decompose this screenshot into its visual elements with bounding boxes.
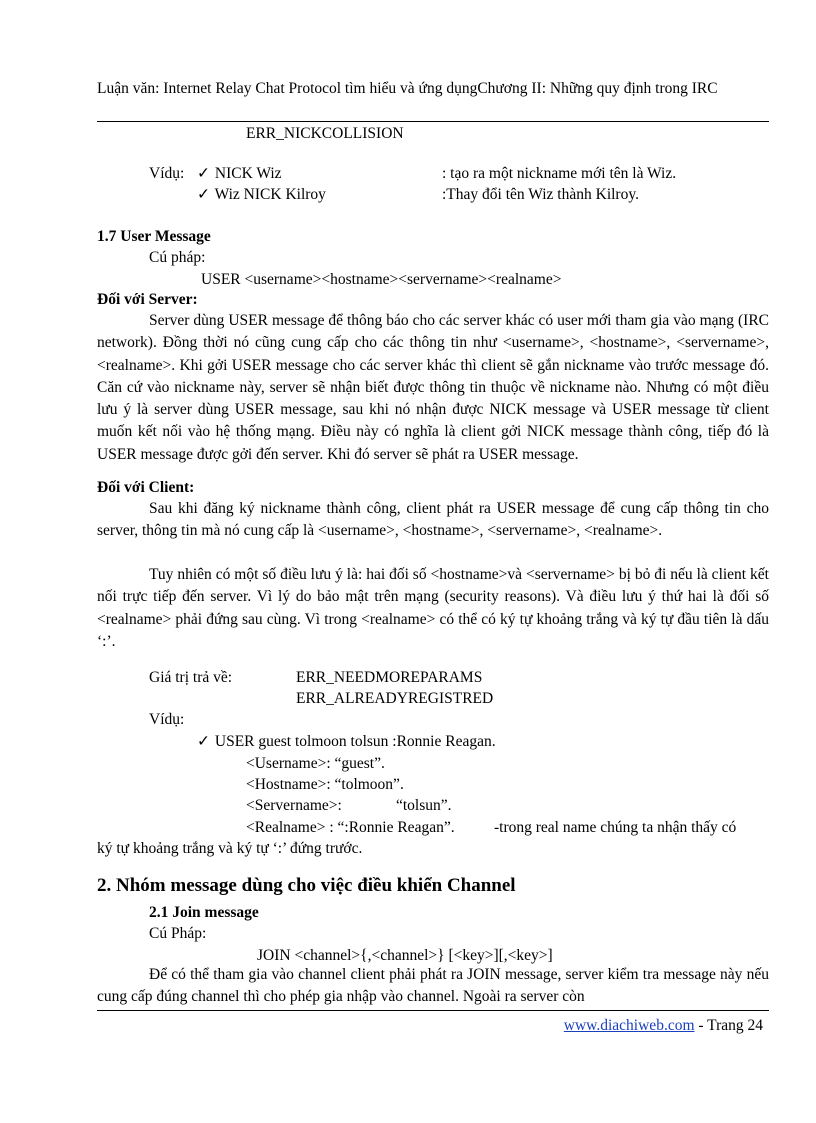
example-servername-value: “tolsun”. bbox=[396, 797, 452, 814]
page-number: Trang 24 bbox=[707, 1017, 763, 1034]
example-label-2: Vídụ: bbox=[149, 711, 185, 728]
example-note-continuation: ký tự khoảng trắng và ký tự ‘:’ đứng trước. bbox=[97, 840, 363, 857]
example-label: Vídụ: bbox=[149, 165, 185, 182]
join-syntax-label: Cú Pháp: bbox=[149, 925, 207, 942]
server-heading: Đối với Server: bbox=[97, 291, 198, 308]
example-1-command: NICK Wiz bbox=[214, 165, 282, 182]
syntax-label: Cú pháp: bbox=[149, 249, 206, 266]
example-item-2 bbox=[197, 185, 326, 205]
example-2-command: Wiz NICK Kilroy bbox=[214, 186, 326, 203]
header-divider bbox=[97, 121, 769, 122]
footer-website-link[interactable]: www.diachiweb.com bbox=[563, 1017, 695, 1034]
section-heading-channel: 2. Nhóm message dùng cho việc điều khiển Channel bbox=[97, 875, 516, 896]
return-value-alreadyregistred: ERR_ALREADYREGISTRED bbox=[296, 690, 494, 707]
err-nickcollision: ERR_NICKCOLLISION bbox=[246, 125, 404, 142]
example-hostname: <Hostname>: “tolmoon”. bbox=[246, 776, 404, 793]
page-footer bbox=[564, 1017, 763, 1035]
user-example-command: ✓ USER guest tolmoon tolsun :Ronnie Reagan. bbox=[197, 733, 496, 750]
page-header: Luận văn: Internet Relay Chat Protocol tìm hiểu và ứng dụngChương II: Những quy định trong IRC bbox=[97, 80, 718, 97]
checkmark-icon: ✓ bbox=[197, 733, 210, 750]
client-heading: Đối với Client: bbox=[97, 479, 195, 496]
example-servername-label: <Servername>: bbox=[246, 797, 342, 814]
section-heading-user-message: 1.7 User Message bbox=[97, 228, 211, 245]
checkmark-icon: ✓ bbox=[197, 186, 210, 203]
example-realname: <Realname> : “:Ronnie Reagan”. bbox=[246, 819, 455, 836]
join-paragraph: Để có thể tham gia vào channel client phải phát ra JOIN message, server kiểm tra message này nếu cung cấp đúng channel thì cho phép gia nhập vào channel. Ngoài ra server còn bbox=[97, 966, 769, 1006]
footer-separator: - bbox=[694, 1017, 708, 1034]
client-paragraph-1: Sau khi đăng ký nickname thành công, client phát ra USER message để cung cấp thông tin cho server, thông tin mà nó cung cấp là <username>, <hostname>, <servername>, <realname>. bbox=[97, 500, 769, 540]
join-message-heading: 2.1 Join message bbox=[149, 904, 259, 921]
return-value-needmoreparams: ERR_NEEDMOREPARAMS bbox=[296, 669, 483, 686]
checkmark-icon: ✓ bbox=[197, 165, 210, 182]
example-username: <Username>: “guest”. bbox=[246, 755, 385, 772]
example-realname-note: -trong real name chúng ta nhận thấy có bbox=[494, 819, 737, 836]
join-syntax: JOIN <channel>{,<channel>} [<key>][,<key>] bbox=[257, 947, 553, 964]
client-paragraph-2: Tuy nhiên có một số điều lưu ý là: hai đối số <hostname>và <servername> bị bỏ đi nếu là client kết nối trực tiếp đến server. Vì lý do bảo mật trên mạng (security reasons). Và điều lưu ý thứ hai là đối số <realname> phải đứng sau cùng. Vì trong <realname> có thể có ký tự khoảng trắng và ký tự đầu tiên là dấu ‘:’. bbox=[97, 566, 769, 650]
user-syntax: USER <username><hostname><servername><realname> bbox=[201, 271, 562, 288]
example-2-description: :Thay đổi tên Wiz thành Kilroy. bbox=[442, 186, 639, 203]
footer-divider bbox=[97, 1010, 769, 1011]
example-item-1 bbox=[197, 164, 282, 184]
return-values-label: Giá trị trả về: bbox=[149, 669, 233, 686]
example-1-description: : tạo ra một nickname mới tên là Wiz. bbox=[442, 165, 677, 182]
server-paragraph: Server dùng USER message để thông báo cho các server khác có user mới tham gia vào mạng (IRC network). Đồng thời nó cũng cung cấp cho các thông tin như <username>, <hostname>, <servername>, <realname>. Khi gởi USER message cho các server khác thì client sẽ gắn nickname vào trước message đó. Căn cứ vào nickname này, server sẽ nhận biết được thông tin thuộc về nickname nào. Nhưng có một điều lưu ý là server dùng USER message, sau khi nó nhận được NICK message và USER message từ client muốn kết nối vào hệ thống mạng. Điều này có nghĩa là client gởi NICK message thành công, tiếp đó là USER message được gởi đến server. Khi đó server sẽ phát ra USER message. bbox=[97, 312, 769, 463]
